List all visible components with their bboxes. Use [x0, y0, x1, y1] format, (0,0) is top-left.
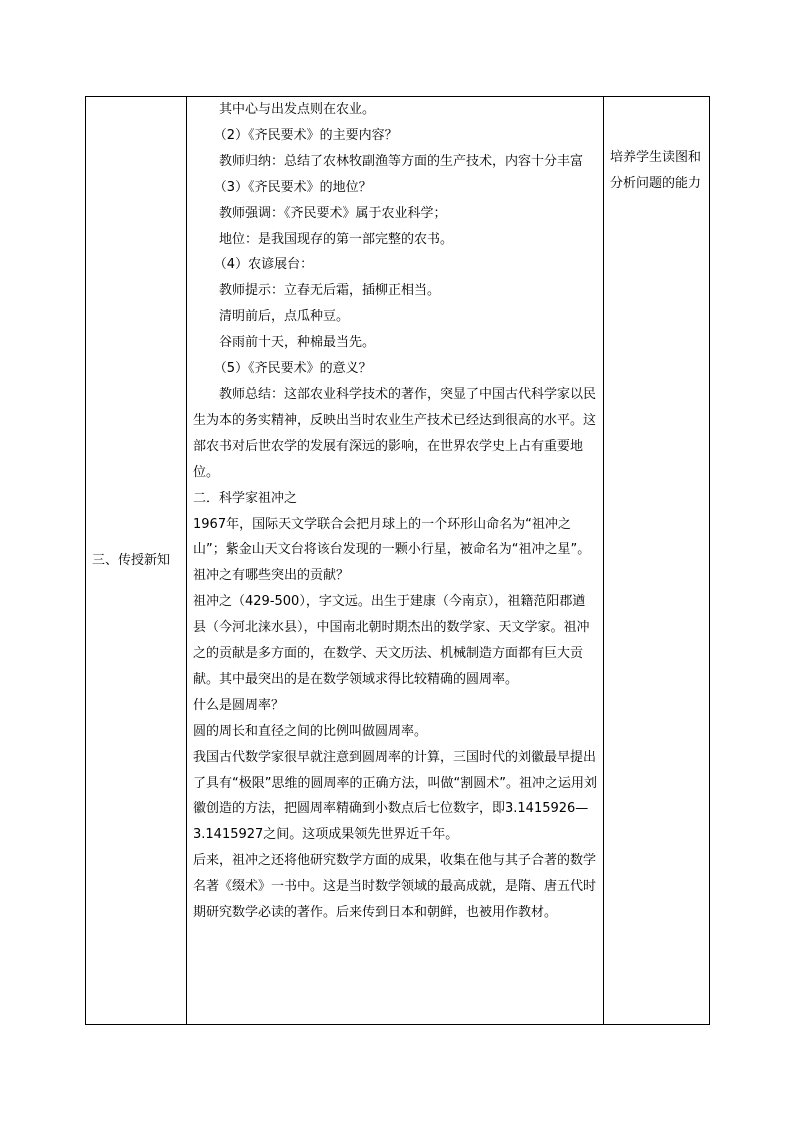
content-paragraph: （5）《齐民要术》的意义？: [213, 361, 372, 377]
content-paragraph: 教师提示：立春无后霜，插柳正相当。: [219, 283, 441, 299]
content-cell: [187, 97, 604, 1025]
content-paragraph: （2）《齐民要术》的主要内容？: [213, 127, 398, 143]
content-paragraph: 教师归纳：总结了农林牧副渔等方面的生产技术，内容十分丰富: [219, 153, 584, 169]
content-paragraph: （3）《齐民要术》的地位？: [213, 179, 372, 195]
stage-cell: [86, 97, 187, 1025]
content-paragraph: 清明前后，点瓜种豆。: [219, 309, 350, 325]
content-paragraph: 什么是圆周率？: [193, 697, 285, 713]
content-paragraph: 教师强调：《齐民要术》属于农业科学；: [219, 205, 447, 221]
stage-label: 三、传授新知: [92, 552, 171, 568]
content-paragraph: 1967年，国际天文学联合会把月球上的一个环形山命名为“祖冲之山”；紫金山天文台将该台发现的一颗小行星，被命名为“祖冲之星”。祖冲之有哪些突出的贡献？: [193, 516, 591, 584]
lesson-plan-table: [85, 96, 710, 1025]
content-paragraph: 祖冲之（429-500），字文远。出生于建康（今南京），祖籍范阳郡遒县（今河北涞水县），中国南北朝时期杰出的数学家、天文学家。祖冲之的贡献是多方面的，在数学、天文历法、机械制造方面都有巨大贡献。其中最突出的是在数学领域求得比较精确的圆周率。: [193, 594, 590, 687]
content-paragraph: 地位：是我国现存的第一部完整的农书。: [219, 231, 454, 247]
table-row: [86, 97, 710, 1025]
content-paragraph: （4）农谚展台：: [213, 257, 314, 273]
content-paragraph: 谷雨前十天，种棉最当先。: [219, 335, 376, 351]
content-text: [187, 97, 603, 926]
content-paragraph: 圆的周长和直径之间的比例叫做圆周率。: [193, 723, 428, 739]
design-intent-note: 培养学生读图和分析问题的能力: [610, 150, 702, 191]
content-paragraph: 我国古代数学家很早就注意到圆周率的计算，三国时代的刘徽最早提出了具有“极限”思维的圆周率的正确方法，叫做“割圆术”。祖冲之运用刘徽创造的方法，把圆周率精确到小数点后七位数字，即3.1415926—3.1415927之间。这项成果领先世界近千年。: [193, 749, 597, 843]
content-paragraph: 二．科学家祖冲之: [193, 490, 298, 506]
content-paragraph: 其中心与出发点则在农业。: [219, 102, 376, 117]
note-cell: [604, 97, 710, 1025]
content-paragraph: 后来，祖冲之还将他研究数学方面的成果，收集在他与其子合著的数学名著《缀术》一书中。这是当时数学领域的最高成就，是隋、唐五代时期研究数学必读的著作。后来传到日本和朝鲜，也被用作教材。: [193, 853, 597, 921]
content-paragraph: 教师总结：这部农业科学技术的著作，突显了中国古代科学家以民生为本的务实精神，反映出当时农业生产技术已经达到很高的水平。这部农书对后世农学的发展有深远的影响，在世界农学史上占有重要地位。: [193, 386, 597, 480]
